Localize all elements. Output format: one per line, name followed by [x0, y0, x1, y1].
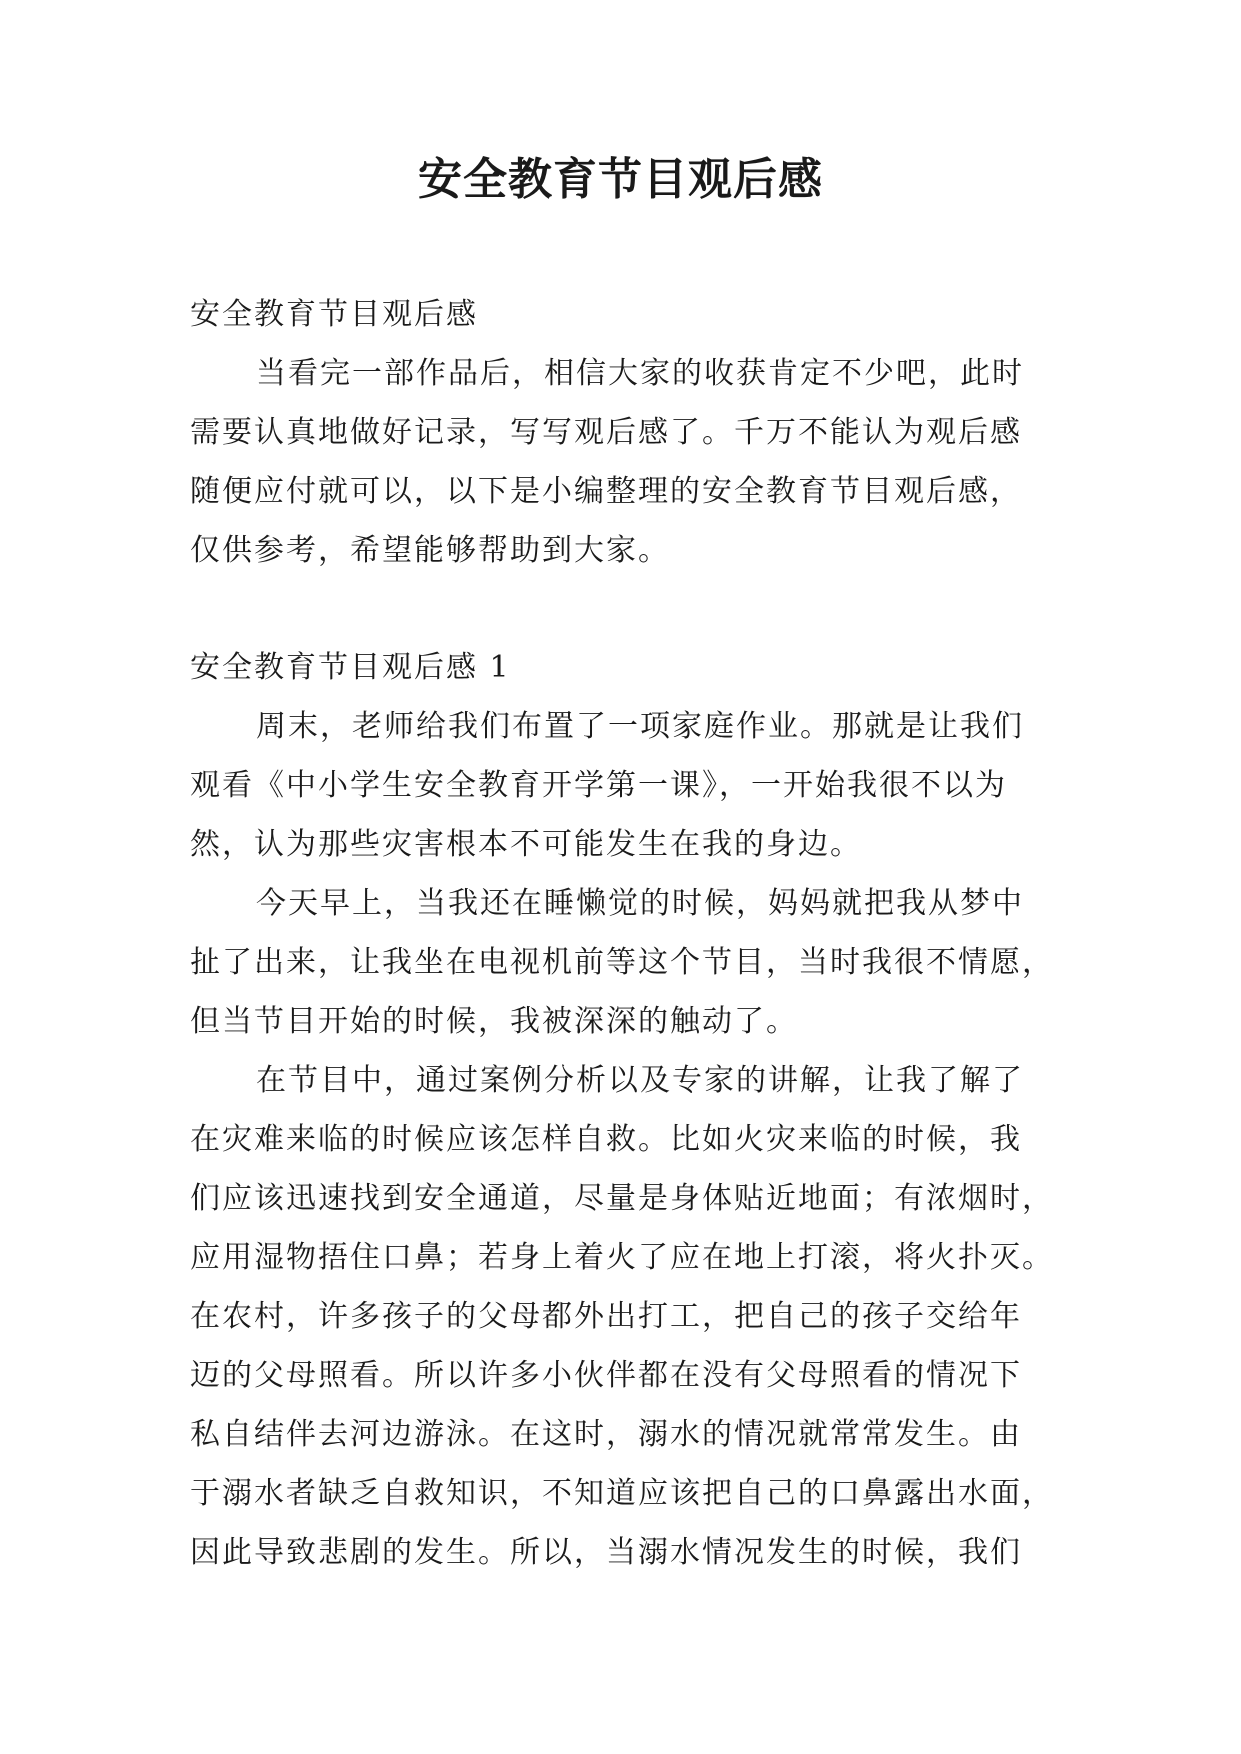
- intro-line: 当看完一部作品后，相信大家的收获肯定不少吧，此时: [256, 356, 1024, 391]
- paragraph-line: 应用湿物捂住口鼻；若身上着火了应在地上打滚，将火扑灭。: [190, 1240, 1054, 1275]
- paragraph-line: 然，认为那些灾害根本不可能发生在我的身边。: [190, 827, 862, 862]
- paragraph-line: 们应该迅速找到安全通道，尽量是身体贴近地面；有浓烟时，: [190, 1181, 1054, 1216]
- paragraph-line: 观看《中小学生安全教育开学第一课》，一开始我很不以为: [190, 768, 1007, 803]
- paragraph-line: 在节目中，通过案例分析以及专家的讲解，让我了解了: [256, 1063, 1024, 1098]
- paragraph-line: 在灾难来临的时候应该怎样自救。比如火灾来临的时候，我: [190, 1122, 1022, 1157]
- intro-line: 随便应付就可以，以下是小编整理的安全教育节目观后感，: [190, 474, 1022, 509]
- intro-heading: 安全教育节目观后感: [190, 297, 478, 332]
- intro-line: 需要认真地做好记录，写写观后感了。千万不能认为观后感: [190, 415, 1022, 450]
- paragraph-line: 因此导致悲剧的发生。所以，当溺水情况发生的时候，我们: [190, 1535, 1022, 1570]
- intro-line: 仅供参考，希望能够帮助到大家。: [190, 533, 670, 568]
- document-title: 安全教育节目观后感: [418, 154, 823, 205]
- paragraph-line: 周末，老师给我们布置了一项家庭作业。那就是让我们: [256, 709, 1024, 744]
- section-heading: 安全教育节目观后感 1: [190, 650, 511, 685]
- paragraph-line: 扯了出来，让我坐在电视机前等这个节目，当时我很不情愿，: [190, 945, 1054, 980]
- paragraph-line: 私自结伴去河边游泳。在这时，溺水的情况就常常发生。由: [190, 1417, 1022, 1452]
- paragraph-line: 迈的父母照看。所以许多小伙伴都在没有父母照看的情况下: [190, 1358, 1022, 1393]
- section-spacer: [190, 580, 1070, 638]
- paragraph-line: 今天早上，当我还在睡懒觉的时候，妈妈就把我从梦中: [256, 886, 1024, 921]
- paragraph-line: 但当节目开始的时候，我被深深的触动了。: [190, 1004, 798, 1039]
- paragraph-line: 在农村，许多孩子的父母都外出打工，把自己的孩子交给年: [190, 1299, 1022, 1334]
- paragraph-line: 于溺水者缺乏自救知识，不知道应该把自己的口鼻露出水面，: [190, 1476, 1054, 1511]
- document-body: [190, 285, 1070, 1582]
